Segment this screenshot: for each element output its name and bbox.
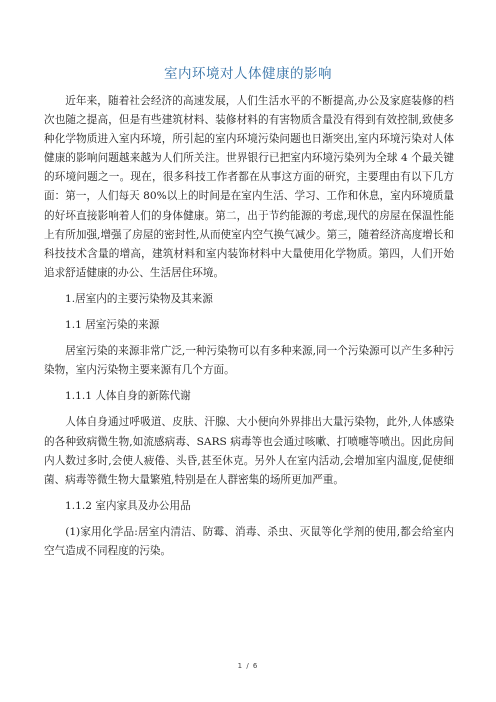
paragraph-1-1: 居室污染的来源非常广泛,一种污染物可以有多种来源,同一个污染源可以产生多种污染物，室内污染物主要来源有几个方面。 (44, 345, 454, 377)
document-body (44, 92, 454, 561)
page-indicator: 1 / 6 (237, 662, 259, 670)
document-title: 室内环境对人体健康的影响 (164, 66, 332, 82)
section-heading-1-1-1: 1.1.1 人体自身的新陈代谢 (65, 390, 191, 403)
intro-paragraph: 近年来，随着社会经济的高速发展，人们生活水平的不断提高,办公及家庭装修的档次也随之提高，但是有些建筑材料、装修材料的有害物质含量没有得到有效控制,致使多种化学物质进入室内环境，所引起的室内环境污染问题也日渐突出,室内环境污染对人体健康的影响问题越来越为人们所关注。世界银行已把室内环境污染列为全球 4 个最关键的环境问题之一。现在，很多科技工作者都在从事这方面的研究，主要理由有以下几方面：第一，人们每天 80%以上的时间是在室内生活、学习、工作和休息，室内环境质量的好坏直接影响着人们的身体健康。第二，出于节约能源的考虑,现代的房屋在保温性能上有所加强,增强了房屋的密封性,从而使室内空气换气减少。第三，随着经济高度增长和科技技术含量的增高，建筑材料和室内装饰材料中大量使用化学物质。第四，人们开始追求舒适健康的办公、生活居住环境。 (44, 95, 454, 279)
section-heading-1: 1.居室内的主要污染物及其来源 (65, 292, 213, 305)
section-heading-1-1-2: 1.1.2 室内家具及办公用品 (65, 499, 191, 512)
spacer (44, 283, 454, 290)
spacer (44, 406, 454, 413)
spacer (44, 380, 454, 387)
paragraph-1-1-1: 人体自身通过呼吸道、皮肤、汗腺、大小便向外界排出大量污染物，此外,人体感染的各种致病微生物,如流感病毒、SARS 病毒等也会通过咳嗽、打喷嚏等喷出。因此房间内人数过多时,会使人疲倦、头昏,甚至休克。另外人在室内活动,会增加室内温度,促使细菌、病毒等微生物大量繁殖,特别是在人群密集的场所更加严重。 (44, 416, 454, 486)
spacer (44, 335, 454, 342)
paragraph-1-1-2: (1)家用化学品:居室内清洁、防霉、消毒、杀虫、灭鼠等化学剂的使用,都会给室内空气造成不同程度的污染。 (44, 525, 454, 557)
spacer (44, 309, 454, 316)
spacer (44, 490, 454, 497)
section-heading-1-1: 1.1 居室污染的来源 (65, 319, 160, 332)
spacer (44, 516, 454, 523)
